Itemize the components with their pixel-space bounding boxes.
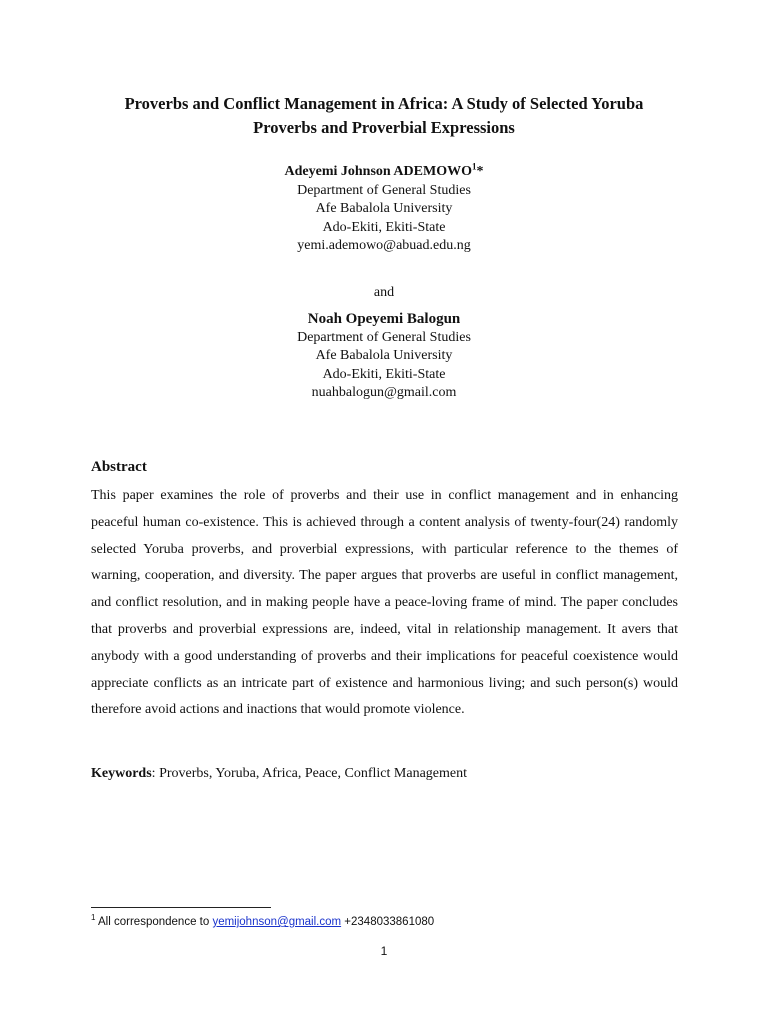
keywords-separator: : — [151, 766, 160, 781]
corresponding-author-star: * — [476, 164, 484, 179]
footnote-divider — [91, 907, 271, 908]
footnote-prefix: All correspondence to — [95, 915, 213, 928]
author-2-block — [134, 310, 634, 403]
author-1-footnote-marker: 1 — [471, 161, 477, 172]
author-2-email: nuahbalogun@gmail.com — [311, 385, 457, 400]
title-line-2: Proverbs and Proverbial Expressions — [253, 118, 515, 137]
keywords-label: Keywords — [91, 766, 152, 781]
abstract-heading: Abstract — [91, 459, 147, 475]
author-connector: and — [373, 285, 395, 300]
author-1-location: Ado-Ekiti, Ekiti-State — [322, 219, 446, 235]
keywords-line — [91, 766, 691, 782]
keywords-list: Proverbs, Yoruba, Africa, Peace, Conflict Management — [159, 766, 467, 781]
footnote-phone: +2348033861080 — [341, 915, 435, 928]
footnote-email-link[interactable]: yemijohnson@gmail.com — [212, 915, 342, 928]
author-2-department: Department of General Studies — [297, 329, 471, 345]
abstract-body: This paper examines the role of proverbs and their use in conflict management and in enhancing peaceful human co-existence. This is achieved through a content analysis of twenty-four(24) randomly selected Yoruba proverbs, and proverbial expressions, with particular reference to the themes of warning, cooperation, and diversity. The paper argues that proverbs are useful in conflict management, and conflict resolution, and in making people have a peace-loving frame of mind. The paper concludes that proverbs and proverbial expressions are, indeed, vital in relationship management. It avers that anybody with a good understanding of proverbs and their implications for peaceful coexistence would appreciate conflicts as an intricate part of existence and harmonious living; and such person(s) would therefore avoid actions and inactions that would promote violence. — [91, 488, 678, 718]
author-1-block — [134, 163, 634, 256]
author-1-email: yemi.ademowo@abuad.edu.ng — [297, 238, 471, 253]
page-number: 1 — [380, 944, 388, 958]
author-1-university: Afe Babalola University — [315, 201, 453, 216]
author-2-name: Noah Opeyemi Balogun — [307, 311, 461, 327]
title-line-1: Proverbs and Conflict Management in Africa: A Study of Selected Yoruba — [124, 94, 644, 113]
author-1-department: Department of General Studies — [297, 182, 471, 198]
paper-title — [60, 92, 708, 140]
author-2-university: Afe Babalola University — [315, 348, 453, 363]
footnote — [91, 913, 434, 928]
footnote-marker: 1 — [91, 913, 96, 922]
author-1-name: Adeyemi Johnson ADEMOWO$^1$* — [284, 161, 484, 179]
author-2-location: Ado-Ekiti, Ekiti-State — [322, 366, 446, 382]
